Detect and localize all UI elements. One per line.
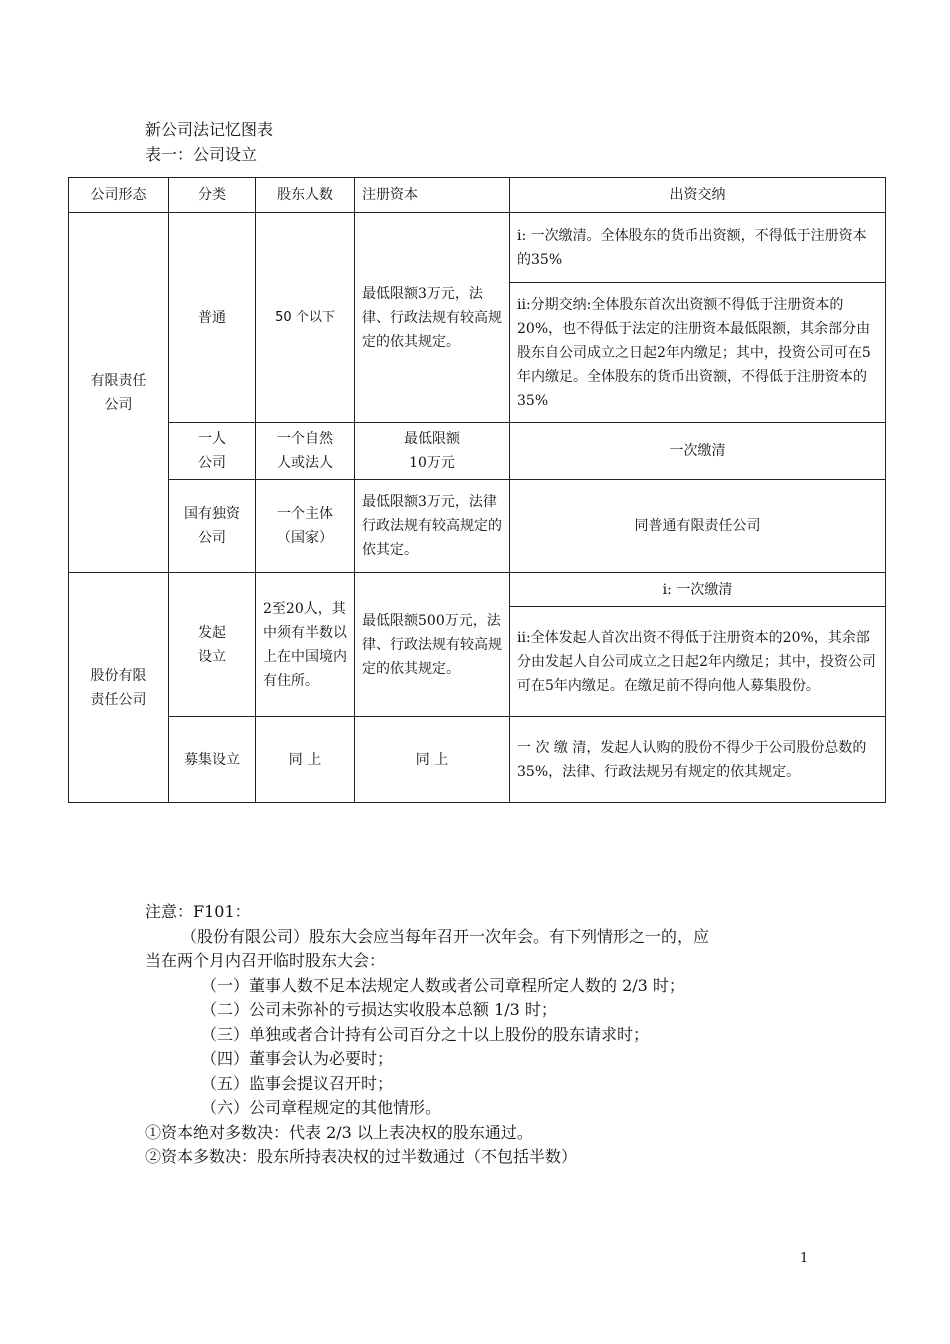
list-item: （三）单独或者合计持有公司百分之十以上股份的股东请求时； [201,1024,650,1044]
capital-one-person [355,423,510,480]
promotion-line2: 设立 [198,648,226,665]
shareholders-state-owned [256,480,355,573]
category-ordinary: 普通 [169,213,256,423]
table-row [69,423,886,480]
rule-absolute-majority: ①资本绝对多数决：代表 2/3 以上表决权的股东通过。 [145,1122,533,1142]
col-header-company-form: 公司形态 [69,178,169,213]
table-row [69,573,886,607]
shareholders-promotion: 2至20人，其中须有半数以上在中国境内有住所。 [256,573,355,717]
page-number: 1 [800,1251,809,1266]
shareholders-subscription: 同 上 [256,717,355,803]
one-person-line1: 一人 [198,431,226,447]
llc-name-line1: 有限责任 [90,372,147,389]
category-promotion [169,573,256,717]
col-header-capital: 注册资本 [355,178,510,213]
col-header-payment: 出资交纳 [510,178,886,213]
list-item: （二）公司未弥补的亏损达实收股本总额 1/3 时； [201,1000,557,1019]
rule-simple-majority: ②资本多数决：股东所持表决权的过半数通过（不包括半数） [145,1147,578,1166]
capital-promotion: 最低限额500万元，法律、行政法规有较高规定的依其规定。 [355,573,510,717]
state-owned-line1: 国有独资 [184,506,240,522]
table-header-row [69,178,886,213]
company-formation-table [68,177,886,803]
company-form-llc [69,213,169,573]
table-caption: 表一：公司设立 [145,145,258,164]
notes-section [145,900,825,1170]
payment-promotion-lump: i: 一次缴清 [510,573,886,607]
list-item: （五）监事会提议召开时； [201,1073,394,1093]
col-header-category: 分类 [169,178,256,213]
list-item: （四）董事会认为必要时； [201,1049,394,1068]
table-row [69,717,886,803]
jsc-name-line1: 股份有限 [90,667,147,684]
payment-promotion-installment: ii:全体发起人首次出资不得低于注册资本的20%，其余部分由发起人自公司成立之日起2年内缴足；其中，投资公司可在5年内缴足。在缴足前不得向他人募集股份。 [510,607,886,717]
state-owned-sh-line2: （国家） [277,530,333,546]
promotion-line1: 发起 [198,624,226,641]
one-person-sh-line1: 一个自然 [277,431,333,447]
state-owned-line2: 公司 [198,530,226,546]
list-item: （六）公司章程规定的其他情形。 [201,1098,442,1117]
payment-ordinary-installment: ii:分期交纳:全体股东首次出资额不得低于注册资本的20%，也不得低于法定的注册资本最低限额，其余部分由股东自公司成立之日起2年内缴足；其中，投资公司可在5年内缴足。全体股东的货币出资额，不得低于注册资本的35% [510,283,886,423]
payment-state-owned: 同普通有限责任公司 [510,480,886,573]
payment-one-person: 一次缴清 [510,423,886,480]
one-person-sh-line2: 人或法人 [277,455,333,471]
one-person-cap-line2: 10万元 [409,455,455,471]
payment-ordinary-lump: i: 一次缴清。全体股东的货币出资额，不得低于注册资本的35% [510,213,886,283]
shareholders-one-person [256,423,355,480]
capital-ordinary: 最低限额3万元，法律、行政法规有较高规定的依其规定。 [355,213,510,423]
jsc-name-line2: 责任公司 [90,691,147,708]
notes-heading: 注意：F101： [145,902,251,921]
state-owned-sh-line1: 一个主体 [277,506,333,522]
one-person-cap-line1: 最低限额 [404,431,460,447]
table-row [69,213,886,283]
col-header-shareholders: 股东人数 [256,178,355,213]
company-form-jsc [69,573,169,803]
one-person-line2: 公司 [198,455,226,471]
list-item: （一）董事人数不足本法规定人数或者公司章程所定人数的 2/3 时； [201,975,685,995]
document-title: 新公司法记忆图表 [145,120,274,139]
shareholders-ordinary: 50 个以下 [256,213,355,423]
payment-subscription: 一 次 缴 清，发起人认购的股份不得少于公司股份总数的35%，法律、行政法规另有规定的依其规定。 [510,717,886,803]
capital-state-owned: 最低限额3万元，法律行政法规有较高规定的依其定。 [355,480,510,573]
category-one-person [169,423,256,480]
table-row [69,480,886,573]
category-subscription: 募集设立 [169,717,256,803]
capital-subscription: 同 上 [355,717,510,803]
category-state-owned [169,480,256,573]
notes-intro-line2: 当在两个月内召开临时股东大会： [145,951,386,970]
llc-name-line2: 公司 [104,396,133,413]
notes-intro-line1: （股份有限公司）股东大会应当每年召开一次年会。有下列情形之一的，应 [181,926,710,946]
